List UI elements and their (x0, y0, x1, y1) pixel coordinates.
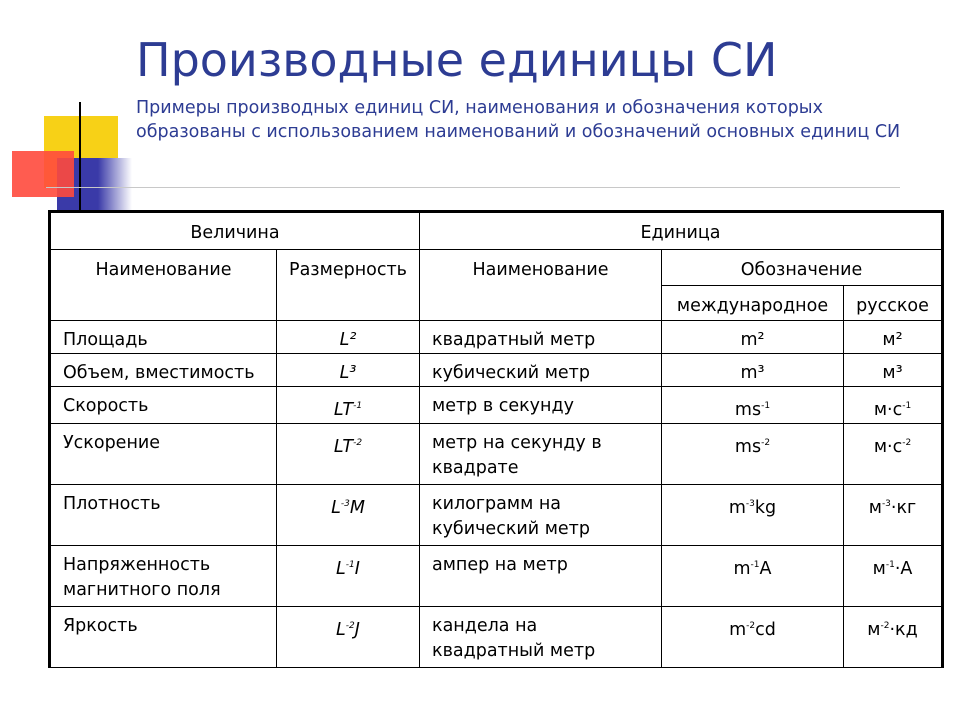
quantity-name: Скорость (50, 387, 277, 424)
table-row (50, 485, 943, 546)
decor-blue-fade (98, 158, 132, 210)
quantity-name: Ускорение (50, 424, 277, 485)
dimension: $LT^{-1}$ (277, 387, 420, 424)
quantity-name: Объем, вместимость (50, 354, 277, 387)
decor-vertical-line (79, 102, 81, 212)
symbol-international: $ms^{-2}$ (662, 424, 844, 485)
table-row (50, 546, 943, 607)
symbol-russian: $м\cdot с^{-2}$ (844, 424, 943, 485)
decor-red-square (12, 151, 74, 197)
symbol-russian: м² (844, 321, 943, 354)
header-symbol: Обозначение (662, 250, 943, 286)
header-unit: Единица (420, 212, 943, 250)
symbol-russian: $м^{-2}\cdot кд$ (844, 607, 943, 668)
dimension: $L^{-3}M$ (277, 485, 420, 546)
quantity-name: Напряженность магнитного поля (50, 546, 277, 607)
dimension: $L^{-2}J$ (277, 607, 420, 668)
dimension: L² (277, 321, 420, 354)
unit-name: квадратный метр (420, 321, 662, 354)
table-row (50, 387, 943, 424)
quantity-name: Плотность (50, 485, 277, 546)
table-row (50, 607, 943, 668)
header-international: международное (662, 286, 844, 321)
unit-name: кубический метр (420, 354, 662, 387)
symbol-russian: $м^{-1}\cdot А$ (844, 546, 943, 607)
quantity-name: Площадь (50, 321, 277, 354)
quantity-name: Яркость (50, 607, 277, 668)
dimension: $LT^{-2}$ (277, 424, 420, 485)
unit-name: кандела на квадратный метр (420, 607, 662, 668)
symbol-international: m³ (662, 354, 844, 387)
decor-horizontal-line (46, 187, 900, 188)
slide-title: Производные единицы СИ (136, 33, 778, 87)
dimension: L³ (277, 354, 420, 387)
symbol-international: $m^{-3}kg$ (662, 485, 844, 546)
unit-name: ампер на метр (420, 546, 662, 607)
table-row (50, 354, 943, 387)
slide-subtitle: Примеры производных единиц СИ, наименования и обозначения которых образованы с использованием наименований и обозначений основных единиц СИ (136, 98, 901, 142)
header-name: Наименование (50, 250, 277, 321)
symbol-russian: м³ (844, 354, 943, 387)
symbol-international: $ms^{-1}$ (662, 387, 844, 424)
units-table (48, 210, 944, 668)
symbol-international: $m^{-2}cd$ (662, 607, 844, 668)
dimension: $L^{-1}I$ (277, 546, 420, 607)
symbol-russian: $м\cdot с^{-1}$ (844, 387, 943, 424)
header-dimension: Размерность (277, 250, 420, 321)
unit-name: метр на секунду в квадрате (420, 424, 662, 485)
header-russian: русское (844, 286, 943, 321)
table-row (50, 321, 943, 354)
symbol-international: m² (662, 321, 844, 354)
symbol-russian: $м^{-3}\cdot кг$ (844, 485, 943, 546)
header-quantity: Величина (50, 212, 420, 250)
header-unit-name: Наименование (420, 250, 662, 321)
symbol-international: $m^{-1}A$ (662, 546, 844, 607)
table-row (50, 424, 943, 485)
table-subheader-row (50, 250, 943, 286)
unit-name: килограмм на кубический метр (420, 485, 662, 546)
unit-name: метр в секунду (420, 387, 662, 424)
table-header-row (50, 212, 943, 250)
